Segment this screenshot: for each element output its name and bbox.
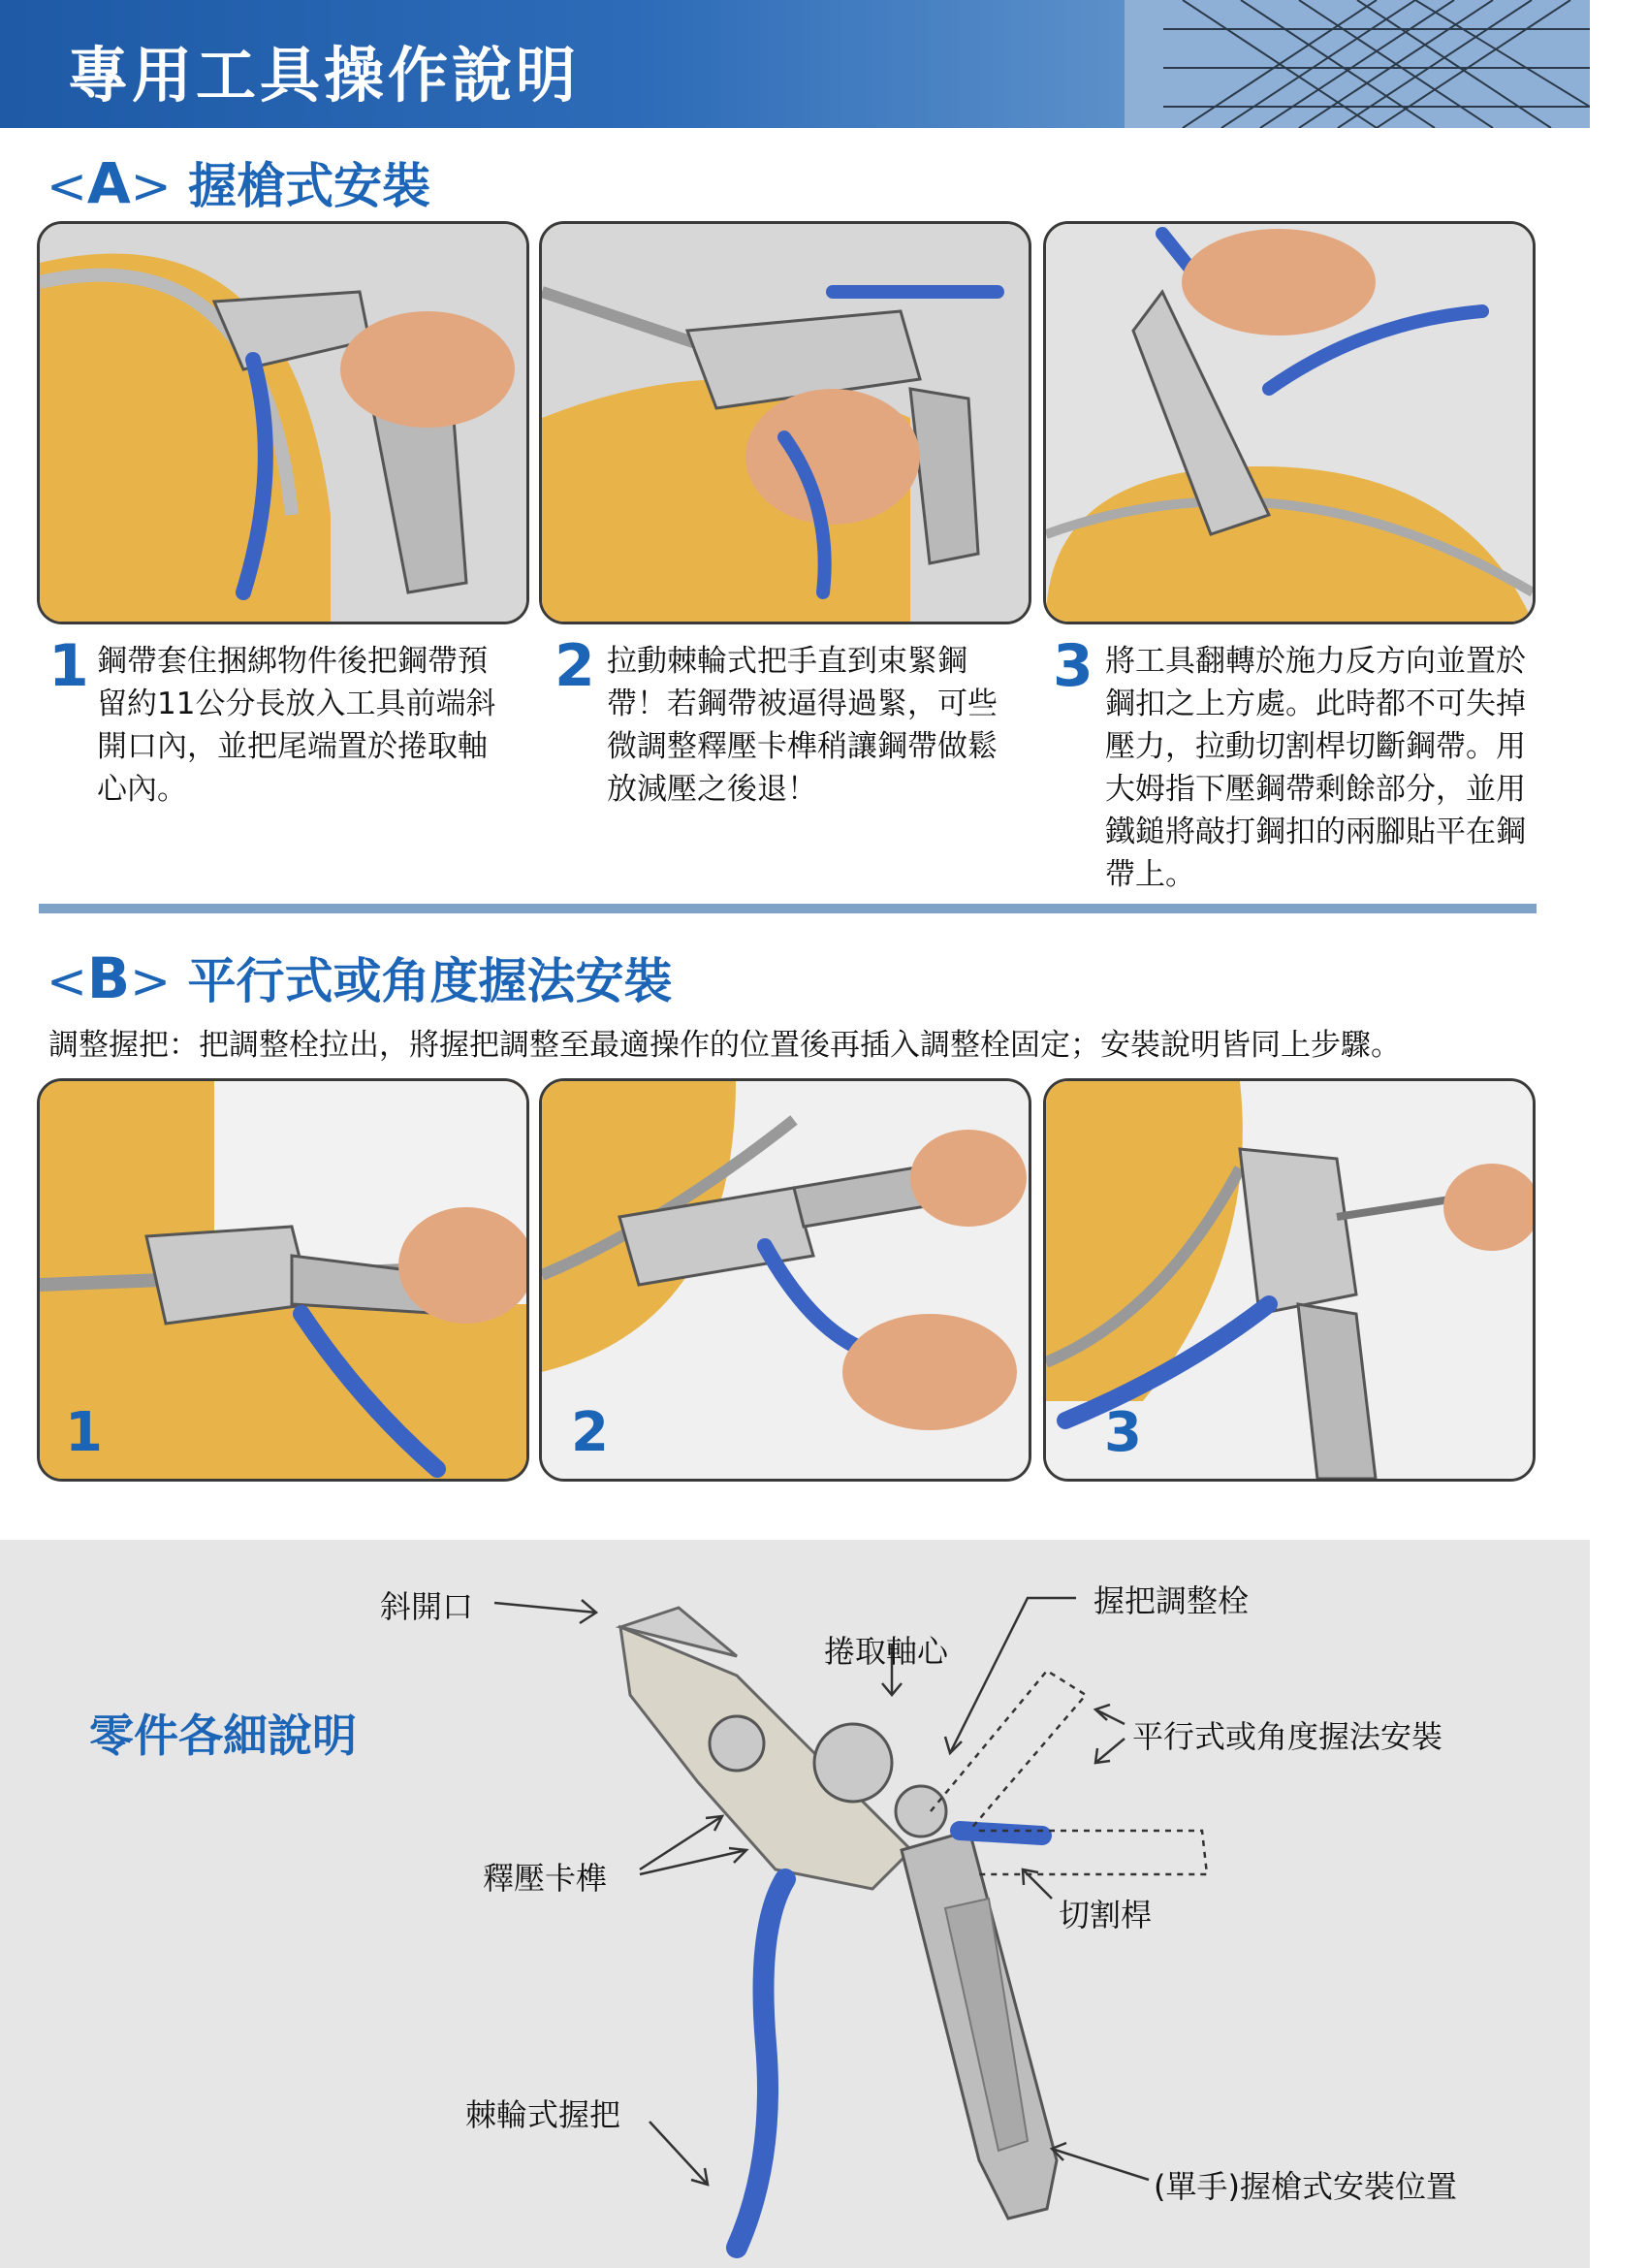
section-letter: A (86, 150, 131, 216)
label-angled-opening: 斜開口 (380, 1588, 474, 1625)
label-cutter-lever: 切割桿 (1059, 1897, 1153, 1933)
label-handle-adjust-pin: 握把調整栓 (1093, 1582, 1250, 1619)
page-header (0, 0, 1590, 128)
step-a3-photo (1043, 221, 1536, 624)
page-margin (1590, 0, 1648, 2268)
label-ratchet-handle: 棘輪式握把 (465, 2096, 621, 2133)
step-a1-number: 1 (48, 632, 89, 700)
bracket-close: > (130, 953, 172, 1009)
step-b1-photo (37, 1078, 529, 1482)
label-parallel-angle: 平行式或角度握法安裝 (1132, 1718, 1443, 1755)
label-pistol-position: (單手)握槍式安裝位置 (1154, 2168, 1457, 2205)
section-b-title: 平行式或角度握法安裝 (187, 953, 673, 1009)
step-a3-number: 3 (1053, 632, 1093, 700)
tool-photo-image (1046, 224, 1533, 622)
tool-photo-image (40, 224, 526, 622)
step-b2-photo (539, 1078, 1031, 1482)
step-a2-number: 2 (555, 632, 595, 700)
step-a3-text: 將工具翻轉於施力反方向並置於鋼扣之上方處。此時都不可失掉壓力，拉動切割桿切斷鋼帶。用大姆指下壓鋼帶剩餘部分，並用鐵鎚將敲打鋼扣的兩腳貼平在鋼帶上。 (1105, 644, 1526, 892)
section-a-title: 握槍式安裝 (188, 158, 431, 214)
step-b3-photo (1043, 1078, 1536, 1482)
label-winding-shaft: 捲取軸心 (824, 1633, 949, 1670)
panel-number: 3 (1104, 1401, 1142, 1464)
parts-title: 零件各細說明 (89, 1709, 357, 1762)
step-a2-photo (539, 221, 1031, 624)
section-a-heading (47, 147, 430, 217)
lattice-tower-image (1125, 0, 1590, 128)
section-divider (39, 904, 1537, 913)
panel-number: 2 (571, 1401, 609, 1464)
bracket-open: < (47, 158, 87, 214)
label-release-latch: 釋壓卡榫 (483, 1860, 608, 1897)
tool-photo-image (542, 224, 1029, 622)
bracket-close: > (130, 158, 172, 214)
step-a1-text: 鋼帶套住捆綁物件後把鋼帶預留約11公分長放入工具前端斜開口內，並把尾端置於捲取軸心內。 (97, 644, 496, 807)
page-title: 專用工具操作說明 (68, 40, 581, 111)
section-letter: B (86, 945, 131, 1011)
step-a2-text: 拉動棘輪式把手直到束緊鋼帶！若鋼帶被逼得過緊，可些微調整釋壓卡榫稍讓鋼帶做鬆放減壓之後退！ (607, 644, 998, 807)
step-a1-photo (37, 221, 529, 624)
section-b-heading (47, 942, 672, 1012)
tool-diagram-image (0, 1540, 1590, 2268)
tool-photo-image (40, 1081, 526, 1479)
bracket-open: < (47, 953, 87, 1009)
panel-number: 1 (65, 1401, 103, 1464)
adjust-note: 調整握把：把調整栓拉出，將握把調整至最適操作的位置後再插入調整栓固定；安裝說明皆同上步驟。 (48, 1028, 1401, 1063)
tool-photo-image (542, 1081, 1029, 1479)
